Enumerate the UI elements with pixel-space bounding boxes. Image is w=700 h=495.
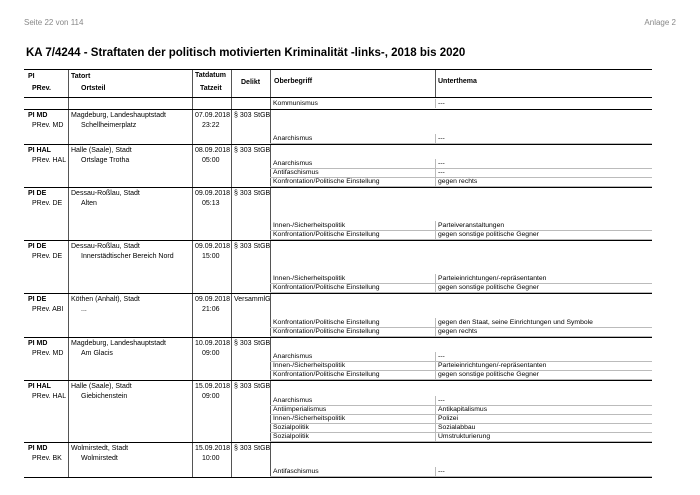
record-row	[24, 294, 652, 338]
record-row	[24, 443, 652, 478]
theme-unterthema: gegen sonstige politische Gegner	[438, 283, 539, 291]
record-delikt: § 303 StGB	[234, 383, 271, 390]
record-pi: PI DE	[28, 243, 47, 250]
theme-row	[270, 467, 652, 477]
theme-unterthema: Parteieinrichtungen/-repräsentanten	[438, 361, 547, 369]
theme-oberbegriff: Innen-/Sicherheitspolitik	[273, 221, 346, 229]
theme-unterthema: Polizei	[438, 414, 459, 422]
carryover-row	[24, 98, 652, 110]
col-prev: PRev.	[32, 85, 51, 92]
col-tatort: Tatort	[71, 73, 91, 80]
record-prev: PRev. ABI	[32, 306, 64, 313]
record-tatdatum: 09.09.2018	[195, 243, 231, 250]
theme-row	[270, 370, 652, 380]
record-pi: PI HAL	[28, 147, 51, 154]
record-tatort: Halle (Saale), Stadt	[71, 147, 132, 154]
theme-unterthema: gegen rechts	[438, 327, 478, 335]
theme-unterthema: Umstrukturierung	[438, 432, 491, 440]
col-oberbegriff: Oberbegriff	[274, 78, 313, 85]
theme-unterthema: Sozialabbau	[438, 423, 476, 431]
document-title: KA 7/4244 - Straftaten der politisch motivierten Kriminalität -links-, 2018 bis 2020	[26, 47, 466, 59]
theme-row	[270, 134, 652, 144]
record-tatzeit: 09:00	[202, 393, 220, 400]
theme-unterthema: ---	[438, 168, 445, 176]
theme-unterthema: ---	[438, 352, 445, 360]
record-prev: PRev. DE	[32, 253, 63, 260]
record-delikt: § 303 StGB	[234, 340, 271, 347]
theme-oberbegriff: Konfrontation/Politische Einstellung	[273, 230, 380, 238]
theme-oberbegriff: Konfrontation/Politische Einstellung	[273, 318, 380, 326]
col-delikt: Delikt	[241, 79, 261, 86]
record-prev: PRev. BK	[32, 455, 62, 462]
record-tatdatum: 15.09.2018	[195, 445, 231, 452]
record-row	[24, 188, 652, 241]
record-row	[24, 381, 652, 443]
record-tatzeit: 21:06	[202, 306, 220, 313]
record-delikt: § 303 StGB	[234, 190, 271, 197]
record-ortsteil: ...	[81, 306, 87, 313]
record-tatzeit: 15:00	[202, 253, 220, 260]
record-tatdatum: 15.09.2018	[195, 383, 231, 390]
annex-label: Anlage 2	[644, 18, 676, 27]
record-pi: PI DE	[28, 296, 47, 303]
record-tatort: Köthen (Anhalt), Stadt	[71, 296, 140, 303]
theme-oberbegriff: Antifaschismus	[273, 467, 319, 475]
record-tatort: Wolmirstedt, Stadt	[71, 445, 129, 452]
record-delikt: VersammlG	[234, 296, 271, 303]
theme-row	[270, 327, 652, 337]
record-pi: PI HAL	[28, 383, 51, 390]
record-delikt: § 303 StGB	[234, 445, 271, 452]
record-ortsteil: Innerstädtischer Bereich Nord	[81, 253, 174, 260]
record-tatdatum: 08.09.2018	[195, 147, 231, 154]
record-tatzeit: 05:13	[202, 200, 220, 207]
theme-row	[270, 432, 652, 442]
record-tatzeit: 09:00	[202, 350, 220, 357]
record-ortsteil: Giebichenstein	[81, 393, 128, 400]
theme-unterthema: gegen sonstige politische Gegner	[438, 370, 539, 378]
col-tatzeit: Tatzeit	[200, 85, 222, 92]
theme-unterthema: ---	[438, 159, 445, 167]
theme-oberbegriff: Konfrontation/Politische Einstellung	[273, 283, 380, 291]
record-pi: PI DE	[28, 190, 47, 197]
theme-unterthema: gegen rechts	[438, 177, 478, 185]
col-unterthema: Unterthema	[438, 78, 477, 85]
col-ortsteil: Ortsteil	[81, 85, 106, 92]
record-tatort: Magdeburg, Landeshauptstadt	[71, 340, 166, 347]
record-ortsteil: Ortslage Trotha	[81, 157, 130, 164]
crime-table	[24, 69, 652, 478]
record-tatzeit: 23:22	[202, 122, 220, 129]
theme-unterthema: ---	[438, 396, 445, 404]
theme-oberbegriff: Innen-/Sicherheitspolitik	[273, 361, 346, 369]
page-number: Seite 22 von 114	[24, 18, 84, 27]
record-delikt: § 303 StGB	[234, 112, 271, 119]
record-pi: PI MD	[28, 340, 48, 347]
theme-unterthema: Parteiveranstaltungen	[438, 221, 505, 229]
col-pi: PI	[28, 73, 35, 80]
record-ortsteil: Schellheimerplatz	[81, 122, 137, 129]
theme-oberbegriff: Innen-/Sicherheitspolitik	[273, 414, 346, 422]
record-tatdatum: 09.09.2018	[195, 190, 231, 197]
theme-unterthema: ---	[438, 134, 445, 142]
record-row	[24, 241, 652, 294]
record-delikt: § 303 StGB	[234, 147, 271, 154]
theme-row	[270, 230, 652, 240]
theme-unterthema: gegen den Staat, seine Einrichtungen und Symbole	[438, 318, 593, 326]
record-prev: PRev. HAL	[32, 393, 67, 400]
page-header	[24, 18, 676, 30]
theme-oberbegriff: Antifaschismus	[273, 168, 319, 176]
record-ortsteil: Wolmirstedt	[81, 455, 118, 462]
record-pi: PI MD	[28, 112, 48, 119]
record-tatzeit: 05:00	[202, 157, 220, 164]
record-prev: PRev. MD	[32, 350, 64, 357]
record-tatort: Magdeburg, Landeshauptstadt	[71, 112, 166, 119]
record-ortsteil: Am Glacis	[81, 350, 113, 357]
theme-unterthema: ---	[438, 467, 445, 475]
theme-oberbegriff: Anarchismus	[273, 352, 313, 360]
record-row	[24, 110, 652, 145]
record-prev: PRev. MD	[32, 122, 64, 129]
record-tatdatum: 07.09.2018	[195, 112, 231, 119]
theme-oberbegriff: Anarchismus	[273, 396, 313, 404]
theme-unterthema: Antikapitalismus	[438, 405, 488, 413]
record-prev: PRev. HAL	[32, 157, 67, 164]
theme-oberbegriff: Sozialpolitik	[273, 423, 309, 431]
theme-oberbegriff: Sozialpolitik	[273, 432, 309, 440]
record-tatzeit: 10:00	[202, 455, 220, 462]
theme-unterthema: gegen sonstige politische Gegner	[438, 230, 539, 238]
record-tatort: Dessau-Roßlau, Stadt	[71, 190, 140, 197]
record-prev: PRev. DE	[32, 200, 63, 207]
theme-oberbegriff: Antiimperialismus	[273, 405, 327, 413]
record-row	[24, 338, 652, 381]
carryover-unterthema: ---	[438, 100, 445, 107]
record-ortsteil: Alten	[81, 200, 97, 207]
theme-oberbegriff: Anarchismus	[273, 134, 313, 142]
theme-row	[270, 283, 652, 293]
carryover-oberbegriff: Kommunismus	[273, 100, 318, 107]
theme-oberbegriff: Konfrontation/Politische Einstellung	[273, 370, 380, 378]
record-row	[24, 145, 652, 188]
record-tatort: Dessau-Roßlau, Stadt	[71, 243, 140, 250]
record-delikt: § 303 StGB	[234, 243, 271, 250]
record-tatdatum: 09.09.2018	[195, 296, 231, 303]
theme-oberbegriff: Konfrontation/Politische Einstellung	[273, 177, 380, 185]
theme-oberbegriff: Konfrontation/Politische Einstellung	[273, 327, 380, 335]
theme-row	[270, 177, 652, 187]
col-tatdatum: Tatdatum	[195, 72, 226, 79]
table-header	[24, 70, 652, 98]
theme-oberbegriff: Anarchismus	[273, 159, 313, 167]
theme-unterthema: Parteieinrichtungen/-repräsentanten	[438, 274, 547, 282]
record-tatdatum: 10.09.2018	[195, 340, 231, 347]
record-pi: PI MD	[28, 445, 48, 452]
record-tatort: Halle (Saale), Stadt	[71, 383, 132, 390]
theme-oberbegriff: Innen-/Sicherheitspolitik	[273, 274, 346, 282]
